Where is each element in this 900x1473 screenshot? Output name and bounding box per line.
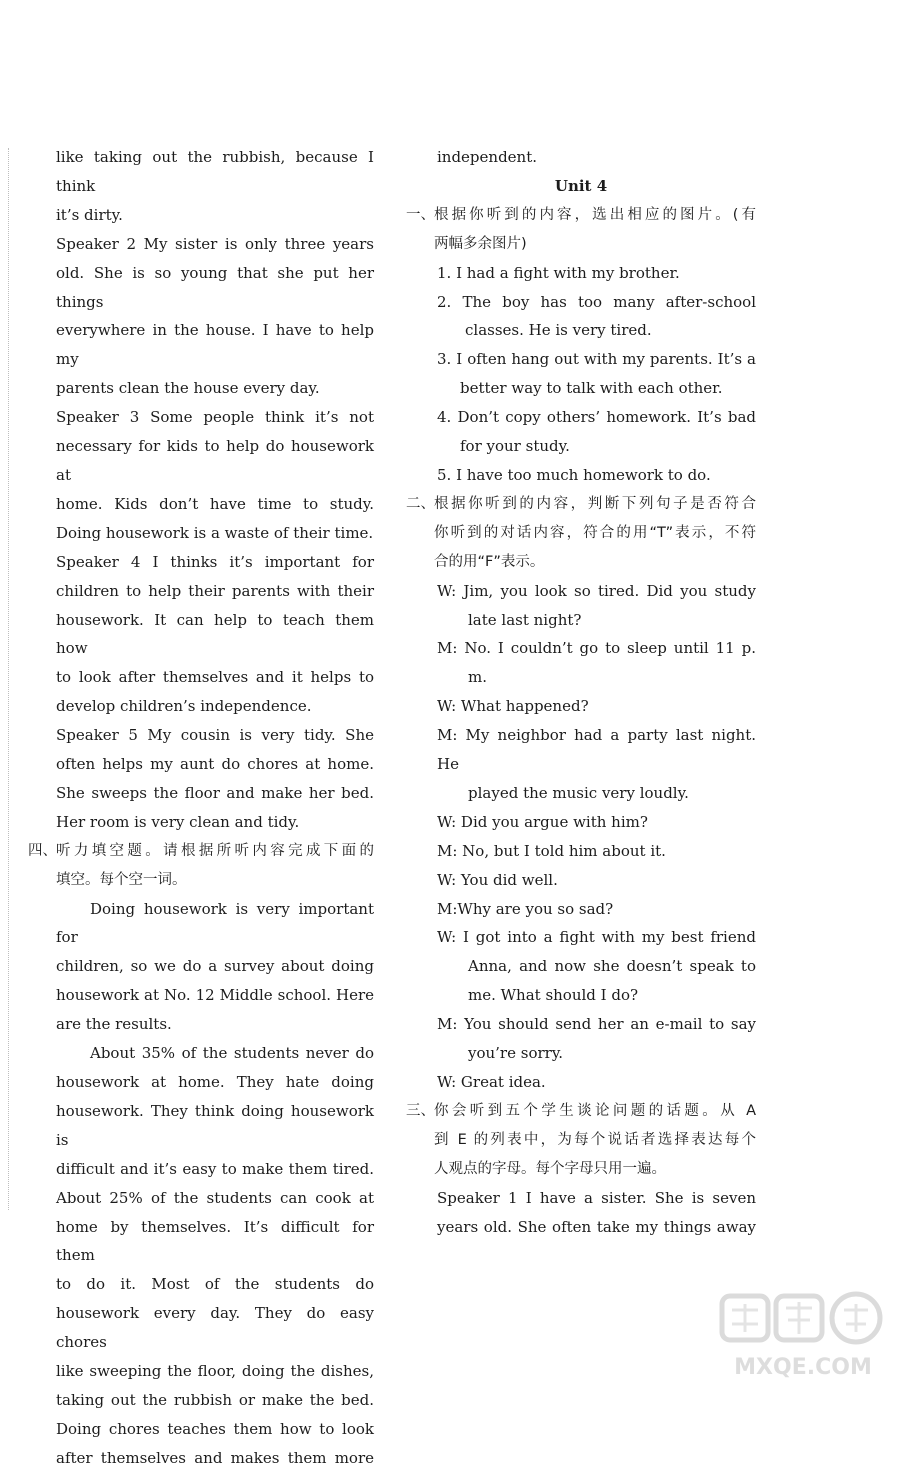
right-column [406, 143, 756, 1241]
text-line: like taking out the rubbish, because I think [56, 148, 374, 195]
passage-line: Doing chores teaches them how to look [56, 1419, 374, 1438]
dialogue-line: W: What happened? [437, 697, 589, 716]
passage-line: Doing housework is very important for [56, 899, 374, 947]
dialogue-line: M: No. I couldn’t go to sleep until 11 p. [437, 639, 756, 658]
text-line: children to help their parents with their [56, 581, 374, 600]
text-line: She sweeps the floor and make her bed. [56, 783, 374, 802]
text-line: housework. It can help to teach them how [56, 610, 374, 658]
unit-title: Unit 4 [554, 176, 608, 195]
section-2-heading [406, 490, 756, 577]
dialogue-continuation: m. [468, 668, 487, 687]
section-instruction: 到 E 的列表中，为每个说话者选择表达每个 [434, 1131, 756, 1148]
passage-line: to do it. Most of the students do [56, 1275, 374, 1294]
dialogue-line: W: Great idea. [437, 1073, 546, 1091]
dialogue-line: W: You did well. [437, 870, 558, 889]
dialogue-continuation: me. What should I do? [468, 986, 639, 1005]
dialogue-line: M: My neighbor had a party last night. He [437, 726, 756, 774]
dialogue-line: W: Did you argue with him? [437, 812, 648, 831]
passage-line: housework at No. 12 Middle school. Here [56, 986, 374, 1005]
text-line: home. Kids don’t have time to study. [56, 494, 374, 513]
dialogue-line: M: You should send her an e-mail to say [437, 1015, 756, 1034]
watermark-url: MXQE.COM [734, 1355, 872, 1380]
section-number: 四、 [28, 842, 57, 859]
page-margin-rule [8, 148, 9, 1210]
speaker-line: Speaker 5 My cousin is very tidy. She [56, 726, 374, 745]
speaker-line: Speaker 1 I have a sister. She is seven [437, 1188, 756, 1207]
passage-line: home by themselves. It’s difficult for them [56, 1217, 374, 1265]
list-item: 3. I often hang out with my parents. It’s a [437, 350, 756, 369]
dialogue-line: M: No, but I told him about it. [437, 841, 666, 860]
dialogue-continuation: Anna, and now she doesn’t speak to [468, 957, 756, 976]
dialogue-line: M:Why are you so sad? [437, 899, 614, 918]
section-instruction: 人观点的字母。每个字母只用一遍。 [434, 1160, 666, 1177]
passage-line: difficult and it’s easy to make them tired. [56, 1159, 374, 1178]
text-line: necessary for kids to help do housework at [56, 437, 374, 484]
section-instruction: 听力填空题。请根据所听内容完成下面的 [56, 842, 374, 859]
list-item: 2. The boy has too many after-school [437, 292, 756, 311]
text-line: it’s dirty. [56, 205, 123, 224]
text-line: Her room is very clean and tidy. [56, 812, 300, 831]
section-instruction: 根据你听到的内容，判断下列句子是否符合 [434, 495, 756, 512]
fill-in-passage [28, 895, 374, 1473]
picture-matching-items [406, 259, 756, 490]
section-4-heading [28, 837, 374, 895]
list-item: 4. Don’t copy others’ homework. It’s bad [437, 408, 756, 427]
list-item-continuation: for your study. [460, 437, 570, 456]
text-line: develop children’s independence. [56, 697, 312, 716]
speaker-line: Speaker 3 Some people think it’s not [56, 408, 374, 427]
passage-line: housework. They think doing housework is [56, 1101, 374, 1149]
section-instruction: 根据你听到的内容，选出相应的图片。(有 [434, 206, 756, 223]
section-instruction: 你听到的对话内容，符合的用“T”表示，不符 [434, 524, 756, 541]
list-item: 1. I had a fight with my brother. [437, 263, 680, 282]
dialogue-continuation: you’re sorry. [468, 1044, 564, 1063]
passage-line: children, so we do a survey about doing [56, 957, 374, 976]
listening-transcript-continued [28, 143, 374, 837]
passage-line: are the results. [56, 1015, 172, 1034]
text-line: years old. She often take my things away [437, 1217, 756, 1236]
section-instruction: 合的用“F”表示。 [434, 553, 545, 570]
speaker-line: Speaker 4 I thinks it’s important for [56, 552, 374, 571]
section-number: 一、 [406, 206, 435, 223]
text-line: to look after themselves and it helps to [56, 668, 374, 687]
left-column [28, 143, 374, 1473]
text-line: Doing housework is a waste of their time. [56, 523, 374, 542]
section-instruction: 你会听到五个学生谈论问题的话题。从 A [434, 1102, 756, 1119]
text-line: old. She is so young that she put her things [56, 263, 374, 311]
list-item-continuation: classes. He is very tired. [465, 321, 652, 340]
section-instruction: 填空。每个空一词。 [56, 871, 187, 888]
dialogue-line: W: Jim, you look so tired. Did you study [437, 581, 756, 600]
text-line: everywhere in the house. I have to help my [56, 321, 374, 369]
text-line: independent. [437, 148, 538, 166]
passage-line: like sweeping the floor, doing the dishes, [56, 1362, 374, 1381]
text-line: parents clean the house every day. [56, 379, 320, 398]
passage-line: About 25% of the students can cook at [56, 1188, 374, 1207]
dialogue-continuation: played the music very loudly. [468, 783, 689, 802]
speaker-line: Speaker 2 My sister is only three years [56, 234, 374, 253]
section-number: 二、 [406, 495, 435, 512]
list-item-continuation: better way to talk with each other. [460, 379, 723, 398]
section-instruction: 两幅多余图片) [434, 235, 527, 252]
passage-line: after themselves and makes them more [56, 1448, 374, 1467]
dialogue-continuation: late last night? [468, 610, 582, 629]
passage-line: housework at home. They hate doing [56, 1073, 374, 1091]
speaker-1-transcript [406, 1184, 756, 1242]
section-number: 三、 [406, 1102, 435, 1119]
passage-line: housework every day. They do easy chores [56, 1304, 374, 1352]
dialogue-line: W: I got into a fight with my best friend [437, 928, 756, 947]
list-item: 5. I have too much homework to do. [437, 465, 711, 484]
section-1-heading [406, 201, 756, 259]
passage-line: taking out the rubbish or make the bed. [56, 1390, 374, 1409]
text-line: often helps my aunt do chores at home. [56, 755, 374, 774]
passage-line: About 35% of the students never do [90, 1044, 374, 1063]
section-3-heading [406, 1097, 756, 1184]
watermark-logo [718, 1290, 888, 1382]
dialogue [406, 577, 756, 1097]
